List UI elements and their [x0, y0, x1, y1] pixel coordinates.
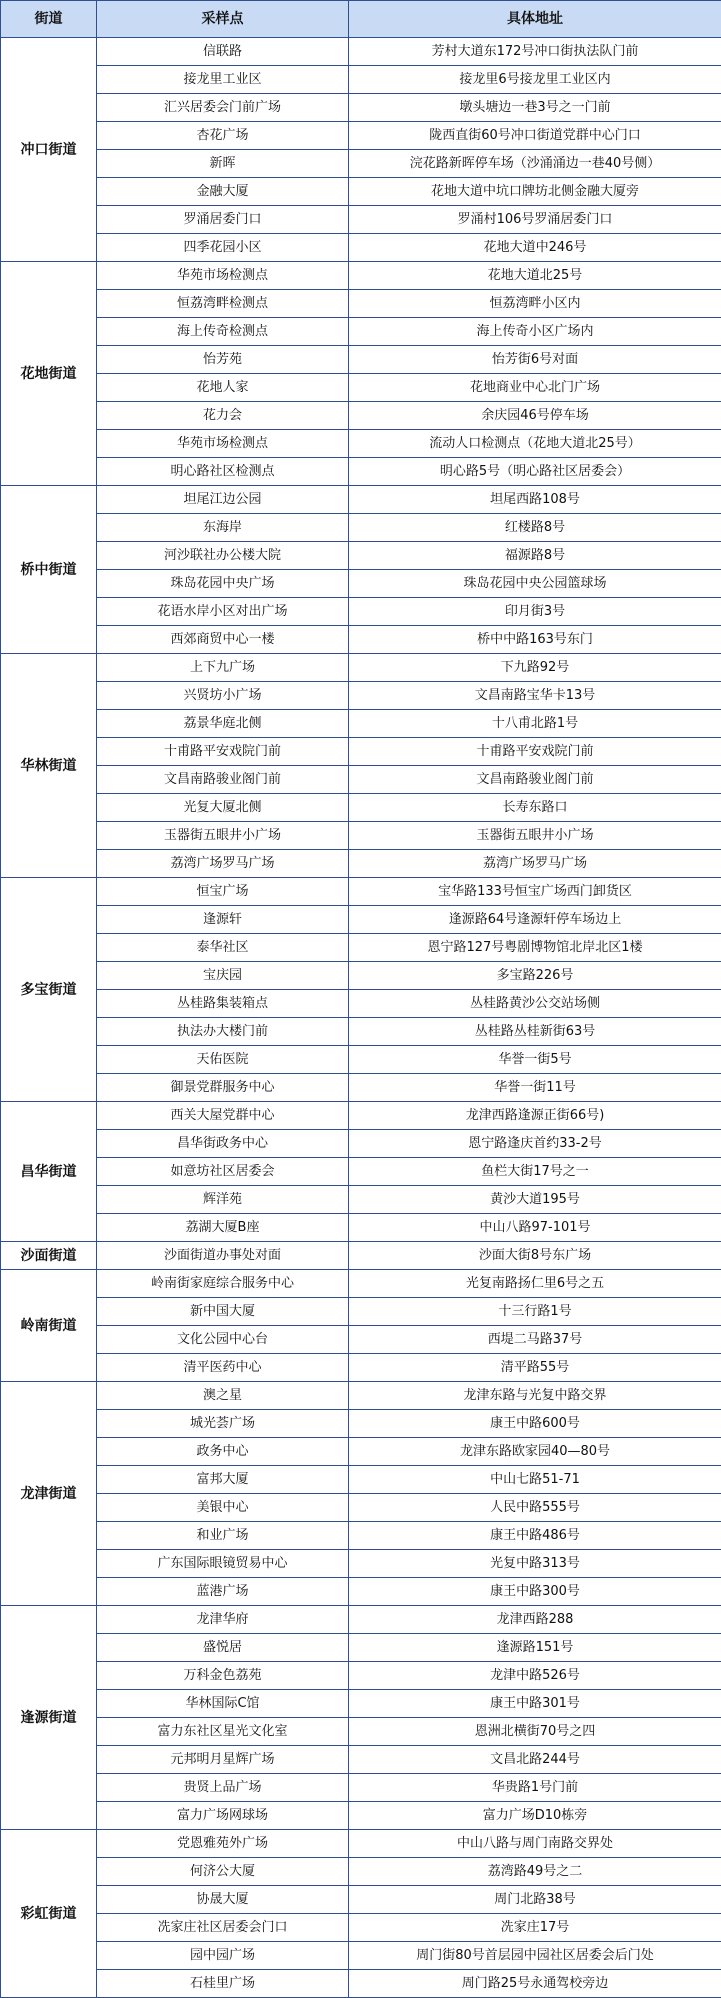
- address-cell: 中山八路与周门南路交界处: [349, 1830, 721, 1858]
- address-cell: 恩宁路逢庆首约33-2号: [349, 1130, 721, 1158]
- sampling-point-cell: 园中园广场: [97, 1942, 349, 1970]
- sampling-point-cell: 华苑市场检测点: [97, 262, 349, 290]
- street-name-cell: 华林街道: [1, 654, 97, 878]
- table-row: [1, 1102, 721, 1130]
- sampling-point-cell: 御景党群服务中心: [97, 1074, 349, 1102]
- table-row: [1, 1914, 721, 1942]
- sampling-point-cell: 天佑医院: [97, 1046, 349, 1074]
- sampling-point-cell: 上下九广场: [97, 654, 349, 682]
- table-row: [1, 1270, 721, 1298]
- address-cell: 康王中路600号: [349, 1410, 721, 1438]
- table-row: [1, 290, 721, 318]
- address-cell: 周门路25号永通驾校旁边: [349, 1970, 721, 1998]
- address-cell: 龙津东路欧家园40—80号: [349, 1438, 721, 1466]
- table-row: [1, 1298, 721, 1326]
- address-cell: 西堤二马路37号: [349, 1326, 721, 1354]
- street-name-cell: 花地街道: [1, 262, 97, 486]
- address-cell: 沙面大街8号东广场: [349, 1242, 721, 1270]
- sampling-point-cell: 珠岛花园中央广场: [97, 570, 349, 598]
- table-row: [1, 682, 721, 710]
- sampling-point-cell: 丛桂路集装箱点: [97, 990, 349, 1018]
- address-cell: 周门北路38号: [349, 1886, 721, 1914]
- table-row: [1, 598, 721, 626]
- street-name-cell: 多宝街道: [1, 878, 97, 1102]
- table-row: [1, 822, 721, 850]
- sampling-point-cell: 城光荟广场: [97, 1410, 349, 1438]
- sampling-point-cell: 荔湾广场罗马广场: [97, 850, 349, 878]
- address-cell: 龙津西路288: [349, 1606, 721, 1634]
- table-row: [1, 654, 721, 682]
- address-cell: 多宝路226号: [349, 962, 721, 990]
- address-cell: 华誉一街5号: [349, 1046, 721, 1074]
- sampling-point-cell: 协晟大厦: [97, 1886, 349, 1914]
- table-row: [1, 178, 721, 206]
- table-row: [1, 1438, 721, 1466]
- address-cell: 丛桂路黄沙公交站场侧: [349, 990, 721, 1018]
- sampling-point-cell: 盛悦居: [97, 1634, 349, 1662]
- table-row: [1, 1606, 721, 1634]
- table-row: [1, 234, 721, 262]
- address-cell: 龙津东路与光复中路交界: [349, 1382, 721, 1410]
- sampling-point-cell: 政务中心: [97, 1438, 349, 1466]
- sampling-point-cell: 元邦明月星辉广场: [97, 1746, 349, 1774]
- sampling-point-cell: 文昌南路骏业阁门前: [97, 766, 349, 794]
- table-row: [1, 1634, 721, 1662]
- address-cell: 印月街3号: [349, 598, 721, 626]
- address-cell: 花地大道中246号: [349, 234, 721, 262]
- table-row: [1, 570, 721, 598]
- table-row: [1, 1382, 721, 1410]
- table-row: [1, 1214, 721, 1242]
- address-cell: 十三行路1号: [349, 1298, 721, 1326]
- table-row: [1, 626, 721, 654]
- sampling-point-cell: 逢源轩: [97, 906, 349, 934]
- address-cell: 文昌南路骏业阁门前: [349, 766, 721, 794]
- sampling-point-cell: 万科金色荔苑: [97, 1662, 349, 1690]
- table-row: [1, 906, 721, 934]
- sampling-point-cell: 美银中心: [97, 1494, 349, 1522]
- sampling-point-cell: 澳之星: [97, 1382, 349, 1410]
- address-cell: 荔湾路49号之二: [349, 1858, 721, 1886]
- sampling-point-cell: 恒荔湾畔检测点: [97, 290, 349, 318]
- address-cell: 长寿东路口: [349, 794, 721, 822]
- header-sampling-point: 采样点: [97, 1, 349, 38]
- address-cell: 丛桂路丛桂新街63号: [349, 1018, 721, 1046]
- street-name-cell: 逢源街道: [1, 1606, 97, 1830]
- sampling-point-cell: 海上传奇检测点: [97, 318, 349, 346]
- address-cell: 逢源路64号逢源轩停车场边上: [349, 906, 721, 934]
- table-row: [1, 1858, 721, 1886]
- address-cell: 恩洲北横街70号之四: [349, 1718, 721, 1746]
- address-cell: 海上传奇小区广场内: [349, 318, 721, 346]
- street-name-cell: 桥中街道: [1, 486, 97, 654]
- address-cell: 龙津中路526号: [349, 1662, 721, 1690]
- table-row: [1, 1662, 721, 1690]
- address-cell: 怡芳街6号对面: [349, 346, 721, 374]
- street-name-cell: 冲口街道: [1, 38, 97, 262]
- table-header-row: [1, 1, 721, 38]
- table-row: [1, 990, 721, 1018]
- address-cell: 余庆园46号停车场: [349, 402, 721, 430]
- address-cell: 流动人口检测点（花地大道北25号）: [349, 430, 721, 458]
- sampling-point-cell: 花力会: [97, 402, 349, 430]
- sampling-point-cell: 罗涌居委门口: [97, 206, 349, 234]
- address-cell: 玉器街五眼井小广场: [349, 822, 721, 850]
- address-cell: 福源路8号: [349, 542, 721, 570]
- table-row: [1, 1886, 721, 1914]
- sampling-point-cell: 富力广场网球场: [97, 1802, 349, 1830]
- sampling-point-cell: 坦尾江边公园: [97, 486, 349, 514]
- sampling-point-cell: 怡芳苑: [97, 346, 349, 374]
- address-cell: 周门街80号首层园中园社区居委会后门处: [349, 1942, 721, 1970]
- sampling-point-cell: 光复大厦北侧: [97, 794, 349, 822]
- table-row: [1, 1550, 721, 1578]
- table-row: [1, 542, 721, 570]
- sampling-point-cell: 杏花广场: [97, 122, 349, 150]
- sampling-point-cell: 兴贤坊小广场: [97, 682, 349, 710]
- table-row: [1, 794, 721, 822]
- sampling-point-cell: 花语水岸小区对出广场: [97, 598, 349, 626]
- table-row: [1, 402, 721, 430]
- sampling-point-cell: 石桂里广场: [97, 1970, 349, 1998]
- address-cell: 中山八路97-101号: [349, 1214, 721, 1242]
- table-row: [1, 738, 721, 766]
- address-cell: 花地大道中坑口牌坊北侧金融大厦旁: [349, 178, 721, 206]
- address-cell: 罗涌村106号罗涌居委门口: [349, 206, 721, 234]
- address-cell: 花地大道北25号: [349, 262, 721, 290]
- sampling-point-cell: 接龙里工业区: [97, 66, 349, 94]
- address-cell: 康王中路486号: [349, 1522, 721, 1550]
- street-name-cell: 龙津街道: [1, 1382, 97, 1606]
- sampling-point-cell: 冼家庄社区居委会门口: [97, 1914, 349, 1942]
- table-row: [1, 430, 721, 458]
- sampling-point-cell: 十甫路平安戏院门前: [97, 738, 349, 766]
- sampling-point-cell: 文化公园中心台: [97, 1326, 349, 1354]
- sampling-point-cell: 党恩雅苑外广场: [97, 1830, 349, 1858]
- sampling-point-cell: 花地人家: [97, 374, 349, 402]
- table-row: [1, 206, 721, 234]
- address-cell: 光复南路扬仁里6号之五: [349, 1270, 721, 1298]
- sampling-point-cell: 沙面街道办事处对面: [97, 1242, 349, 1270]
- table-row: [1, 514, 721, 542]
- address-cell: 康王中路301号: [349, 1690, 721, 1718]
- address-cell: 黄沙大道195号: [349, 1186, 721, 1214]
- sampling-point-cell: 西关大屋党群中心: [97, 1102, 349, 1130]
- table-row: [1, 486, 721, 514]
- table-row: [1, 1074, 721, 1102]
- table-row: [1, 318, 721, 346]
- address-cell: 中山七路51-71: [349, 1466, 721, 1494]
- table-row: [1, 1578, 721, 1606]
- sampling-point-cell: 如意坊社区居委会: [97, 1158, 349, 1186]
- table-row: [1, 1746, 721, 1774]
- address-cell: 花地商业中心北门广场: [349, 374, 721, 402]
- address-cell: 桥中中路163号东门: [349, 626, 721, 654]
- table-row: [1, 458, 721, 486]
- table-row: [1, 1802, 721, 1830]
- street-name-cell: 昌华街道: [1, 1102, 97, 1242]
- sampling-point-cell: 新中国大厦: [97, 1298, 349, 1326]
- table-row: [1, 1242, 721, 1270]
- sampling-point-cell: 金融大厦: [97, 178, 349, 206]
- sampling-point-cell: 辉洋苑: [97, 1186, 349, 1214]
- table-row: [1, 346, 721, 374]
- table-row: [1, 1130, 721, 1158]
- address-cell: 康王中路300号: [349, 1578, 721, 1606]
- address-cell: 文昌南路宝华卡13号: [349, 682, 721, 710]
- table-body: [1, 38, 721, 1998]
- table-row: [1, 1158, 721, 1186]
- address-cell: 恩宁路127号粤剧博物馆北岸北区1楼: [349, 934, 721, 962]
- table-row: [1, 1690, 721, 1718]
- sampling-point-cell: 泰华社区: [97, 934, 349, 962]
- sampling-point-cell: 华林国际C馆: [97, 1690, 349, 1718]
- table-row: [1, 1186, 721, 1214]
- sampling-point-cell: 汇兴居委会门前广场: [97, 94, 349, 122]
- address-cell: 鱼栏大街17号之一: [349, 1158, 721, 1186]
- sampling-point-cell: 清平医药中心: [97, 1354, 349, 1382]
- sampling-point-cell: 东海岸: [97, 514, 349, 542]
- sampling-point-cell: 岭南街家庭综合服务中心: [97, 1270, 349, 1298]
- table-row: [1, 150, 721, 178]
- sampling-point-cell: 龙津华府: [97, 1606, 349, 1634]
- table-row: [1, 1718, 721, 1746]
- table-row: [1, 1410, 721, 1438]
- address-cell: 明心路5号（明心路社区居委会）: [349, 458, 721, 486]
- address-cell: 逢源路151号: [349, 1634, 721, 1662]
- table-row: [1, 1942, 721, 1970]
- table-row: [1, 1970, 721, 1998]
- table-row: [1, 38, 721, 66]
- sampling-point-cell: 新晖: [97, 150, 349, 178]
- address-cell: 华贵路1号门前: [349, 1774, 721, 1802]
- sampling-point-cell: 昌华街政务中心: [97, 1130, 349, 1158]
- sampling-point-cell: 荔景华庭北侧: [97, 710, 349, 738]
- street-name-cell: 沙面街道: [1, 1242, 97, 1270]
- address-cell: 光复中路313号: [349, 1550, 721, 1578]
- sampling-point-cell: 华苑市场检测点: [97, 430, 349, 458]
- table-row: [1, 934, 721, 962]
- sampling-point-cell: 明心路社区检测点: [97, 458, 349, 486]
- address-cell: 恒荔湾畔小区内: [349, 290, 721, 318]
- address-cell: 文昌北路244号: [349, 1746, 721, 1774]
- table-row: [1, 94, 721, 122]
- sampling-point-cell: 富力东社区星光文化室: [97, 1718, 349, 1746]
- address-cell: 荔湾广场罗马广场: [349, 850, 721, 878]
- address-cell: 陇西直街60号冲口街道党群中心门口: [349, 122, 721, 150]
- street-name-cell: 岭南街道: [1, 1270, 97, 1382]
- address-cell: 人民中路555号: [349, 1494, 721, 1522]
- table-row: [1, 962, 721, 990]
- sampling-point-cell: 富邦大厦: [97, 1466, 349, 1494]
- address-cell: 浣花路新晖停车场（沙涌涌边一巷40号侧）: [349, 150, 721, 178]
- sampling-point-cell: 何济公大厦: [97, 1858, 349, 1886]
- sampling-point-cell: 宝庆园: [97, 962, 349, 990]
- address-cell: 下九路92号: [349, 654, 721, 682]
- header-address: 具体地址: [349, 1, 721, 38]
- header-street: 街道: [1, 1, 97, 38]
- sampling-point-cell: 河沙联社办公楼大院: [97, 542, 349, 570]
- table-row: [1, 262, 721, 290]
- table-row: [1, 1018, 721, 1046]
- sampling-point-cell: 和业广场: [97, 1522, 349, 1550]
- address-cell: 墩头塘边一巷3号之一门前: [349, 94, 721, 122]
- sampling-point-cell: 玉器街五眼井小广场: [97, 822, 349, 850]
- address-cell: 龙津西路逢源正街66号): [349, 1102, 721, 1130]
- sampling-point-cell: 恒宝广场: [97, 878, 349, 906]
- table-row: [1, 374, 721, 402]
- sampling-point-cell: 贵贤上品广场: [97, 1774, 349, 1802]
- table-row: [1, 122, 721, 150]
- sampling-point-cell: 荔湖大厦B座: [97, 1214, 349, 1242]
- address-cell: 富力广场D10栋旁: [349, 1802, 721, 1830]
- table-row: [1, 1046, 721, 1074]
- table-row: [1, 766, 721, 794]
- address-cell: 十八甫北路1号: [349, 710, 721, 738]
- sampling-point-cell: 执法办大楼门前: [97, 1018, 349, 1046]
- address-cell: 十甫路平安戏院门前: [349, 738, 721, 766]
- address-cell: 接龙里6号接龙里工业区内: [349, 66, 721, 94]
- address-cell: 芳村大道东172号冲口街执法队门前: [349, 38, 721, 66]
- address-cell: 清平路55号: [349, 1354, 721, 1382]
- address-cell: 坦尾西路108号: [349, 486, 721, 514]
- table-row: [1, 1522, 721, 1550]
- table-row: [1, 66, 721, 94]
- address-cell: 冼家庄17号: [349, 1914, 721, 1942]
- sampling-point-cell: 信联路: [97, 38, 349, 66]
- sampling-point-cell: 蓝港广场: [97, 1578, 349, 1606]
- table-row: [1, 1466, 721, 1494]
- table-row: [1, 710, 721, 738]
- sampling-point-cell: 西郊商贸中心一楼: [97, 626, 349, 654]
- table-row: [1, 878, 721, 906]
- table-row: [1, 1774, 721, 1802]
- street-name-cell: 彩虹街道: [1, 1830, 97, 1998]
- address-cell: 红楼路8号: [349, 514, 721, 542]
- address-cell: 华誉一街11号: [349, 1074, 721, 1102]
- sampling-point-cell: 广东国际眼镜贸易中心: [97, 1550, 349, 1578]
- table-row: [1, 850, 721, 878]
- address-cell: 宝华路133号恒宝广场西门卸货区: [349, 878, 721, 906]
- table-row: [1, 1494, 721, 1522]
- table-row: [1, 1326, 721, 1354]
- sampling-point-cell: 四季花园小区: [97, 234, 349, 262]
- table-row: [1, 1830, 721, 1858]
- address-cell: 珠岛花园中央公园篮球场: [349, 570, 721, 598]
- table-row: [1, 1354, 721, 1382]
